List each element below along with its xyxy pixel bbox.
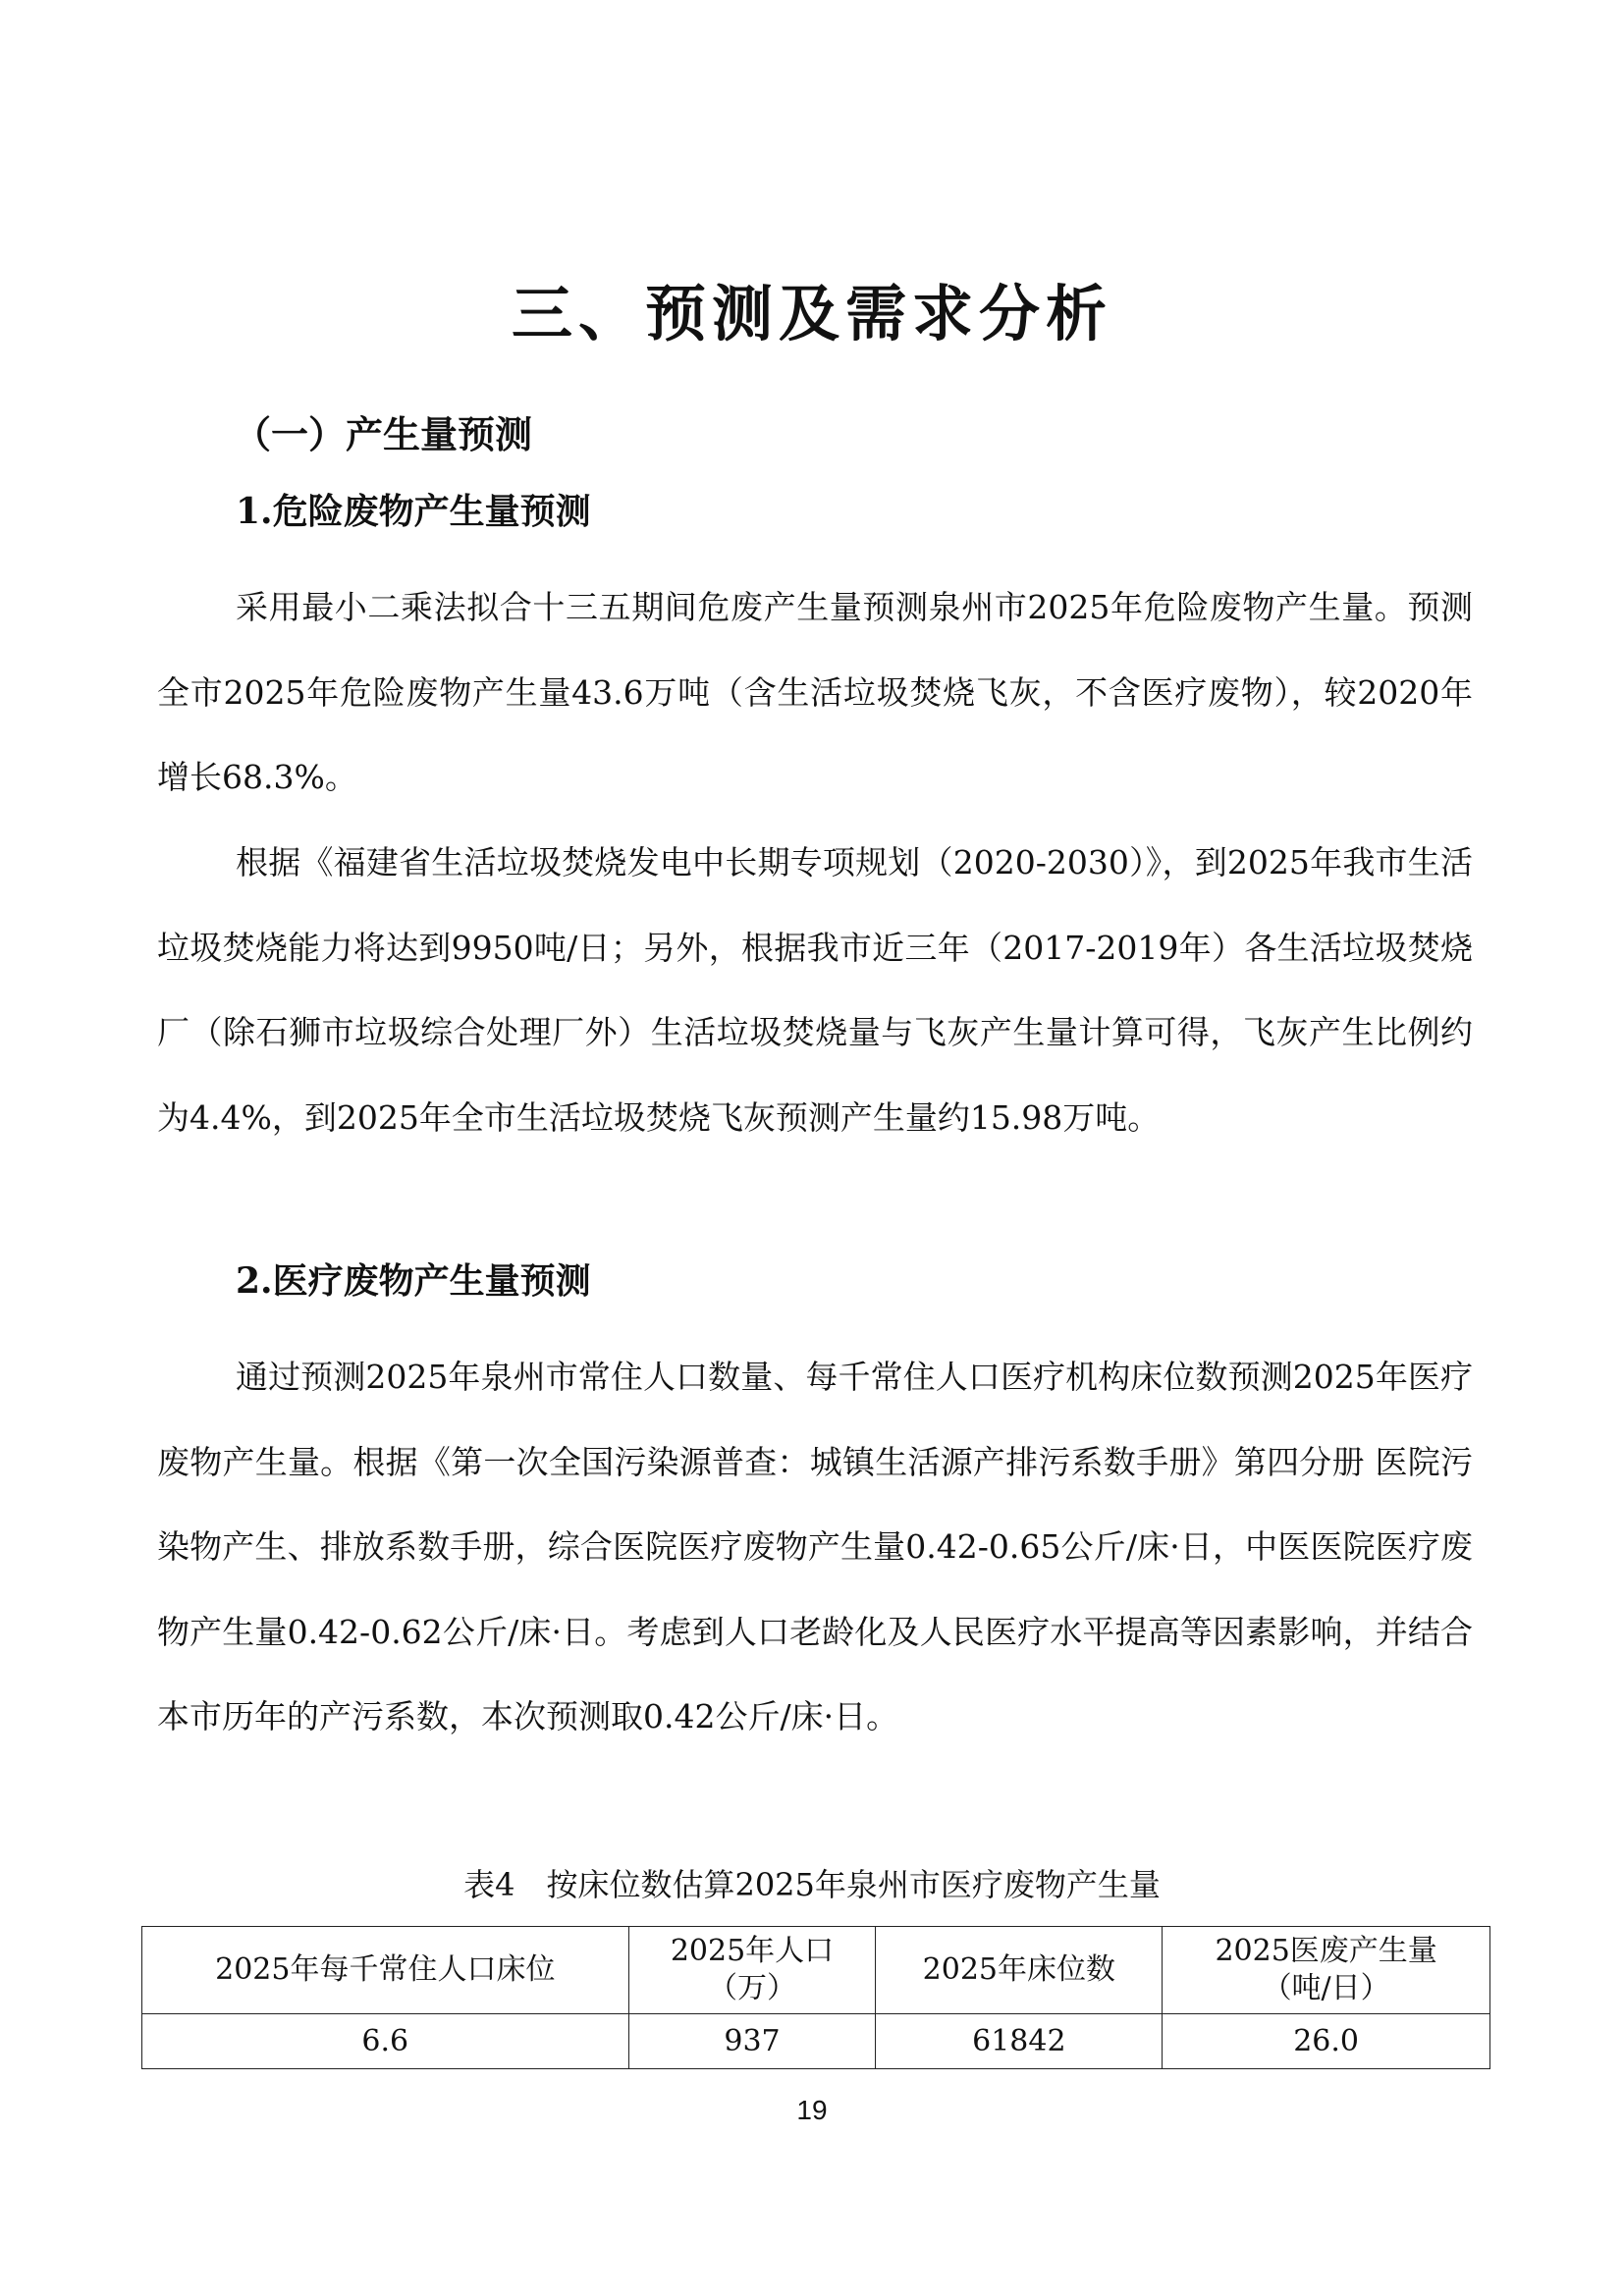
- subsection-heading-hazardous-waste: 1.危险废物产生量预测: [236, 491, 591, 532]
- header-bed-count: 2025年床位数: [876, 1927, 1163, 2014]
- subsection-heading-medical-waste: 2.医疗废物产生量预测: [236, 1260, 591, 1302]
- cell-medical-waste-output: 26.0: [1163, 2014, 1490, 2069]
- medical-waste-table: [141, 1926, 1490, 2069]
- cell-population: 937: [628, 2014, 876, 2069]
- header-medical-waste-output: 2025医废产生量 （吨/日）: [1163, 1927, 1490, 2014]
- cell-bed-count: 61842: [876, 2014, 1163, 2069]
- paragraph-fly-ash-forecast: 根据《福建省生活垃圾焚烧发电中长期专项规划（2020-2030）》，到2025年我市生活垃圾焚烧能力将达到9950吨/日；另外，根据我市近三年（2017-2019年）各生活垃圾焚烧厂（除石狮市垃圾综合处理厂外）生活垃圾焚烧量与飞灰产生量计算可得，飞灰产生比例约为4.4%，到2025年全市生活垃圾焚烧飞灰预测产生量约15.98万吨。: [157, 843, 1473, 1137]
- paragraph-medical-waste-forecast: 通过预测2025年泉州市常住人口数量、每千常住人口医疗机构床位数预测2025年医疗废物产生量。根据《第一次全国污染源普查：城镇生活源产排污系数手册》第四分册 医院污染物产生、排放系数手册，综合医院医疗废物产生量0.42-0.65公斤/床·日，中医医院医疗废物产生量0.42-0.62公斤/床·日。考虑到人口老龄化及人民医疗水平提高等因素影响，并结合本市历年的产污系数，本次预测取0.42公斤/床·日。: [157, 1358, 1473, 1736]
- table-header-row: [142, 1927, 1490, 2014]
- header-population: 2025年人口 （万）: [628, 1927, 876, 2014]
- section-heading: （一）产生量预测: [234, 413, 533, 456]
- table-row: [142, 2014, 1490, 2069]
- table-caption: 表4 按床位数估算2025年泉州市医疗废物产生量: [463, 1866, 1161, 1903]
- header-beds-per-thousand: 2025年每千常住人口床位: [142, 1927, 629, 2014]
- page-title: 三、预测及需求分析: [511, 278, 1112, 349]
- page-number: 19: [796, 2095, 828, 2125]
- paragraph-hazardous-waste-forecast: 采用最小二乘法拟合十三五期间危废产生量预测泉州市2025年危险废物产生量。预测全市2025年危险废物产生量43.6万吨（含生活垃圾焚烧飞灰，不含医疗废物），较2020年增长68.3%。: [157, 588, 1473, 797]
- cell-beds-per-thousand: 6.6: [142, 2014, 629, 2069]
